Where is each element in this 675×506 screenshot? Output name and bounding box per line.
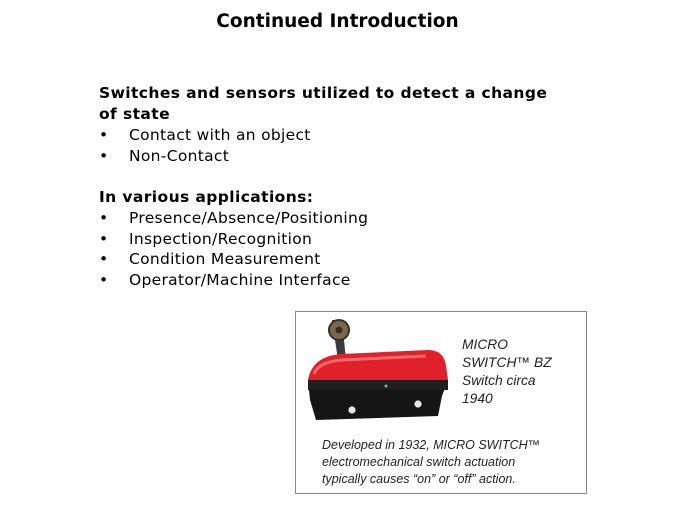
bullet-item xyxy=(99,229,599,250)
bullet-text: Operator/Machine Interface xyxy=(129,271,351,290)
description-line: Developed in 1932, MICRO SWITCH™ xyxy=(322,438,541,452)
bullet-text: Contact with an object xyxy=(129,126,311,144)
caption-line: SWITCH™ BZ xyxy=(462,355,552,370)
section-switches-sensors xyxy=(99,83,599,166)
bullet-text: Inspection/Recognition xyxy=(129,229,313,248)
bullet-text: Non-Contact xyxy=(129,146,230,165)
caption-line: MICRO xyxy=(462,337,508,352)
bullet-list xyxy=(99,125,599,166)
bullet-item xyxy=(99,146,599,167)
bullet-icon: • xyxy=(99,146,109,165)
switch-description xyxy=(322,437,540,488)
slide-title: Continued Introduction xyxy=(216,11,459,32)
bullet-icon: • xyxy=(99,271,109,290)
description-line: typically causes “on” or “off” action. xyxy=(322,472,516,486)
micro-switch-photo-icon xyxy=(302,316,462,434)
bullet-text: Presence/Absence/Positioning xyxy=(129,209,369,227)
section-heading-line: of state xyxy=(99,105,171,123)
bullet-icon: • xyxy=(99,126,109,144)
bullet-item xyxy=(99,249,599,270)
section-heading: In various applications: xyxy=(99,188,314,206)
section-applications xyxy=(99,187,599,291)
bullet-list xyxy=(99,208,599,291)
bullet-item xyxy=(99,208,599,229)
description-line: electromechanical switch actuation xyxy=(322,455,516,469)
bullet-icon: • xyxy=(99,209,109,227)
caption-line: Switch circa xyxy=(462,373,536,388)
switch-caption xyxy=(462,336,552,408)
caption-line: 1940 xyxy=(462,391,493,406)
bullet-icon: • xyxy=(99,229,109,248)
bullet-text: Condition Measurement xyxy=(129,250,321,269)
bullet-item xyxy=(99,270,599,291)
section-heading xyxy=(99,83,599,125)
micro-switch-figure xyxy=(295,311,587,494)
bullet-item xyxy=(99,125,599,146)
bullet-icon: • xyxy=(99,250,109,269)
section-heading-line: Switches and sensors utilized to detect a change xyxy=(99,84,548,102)
